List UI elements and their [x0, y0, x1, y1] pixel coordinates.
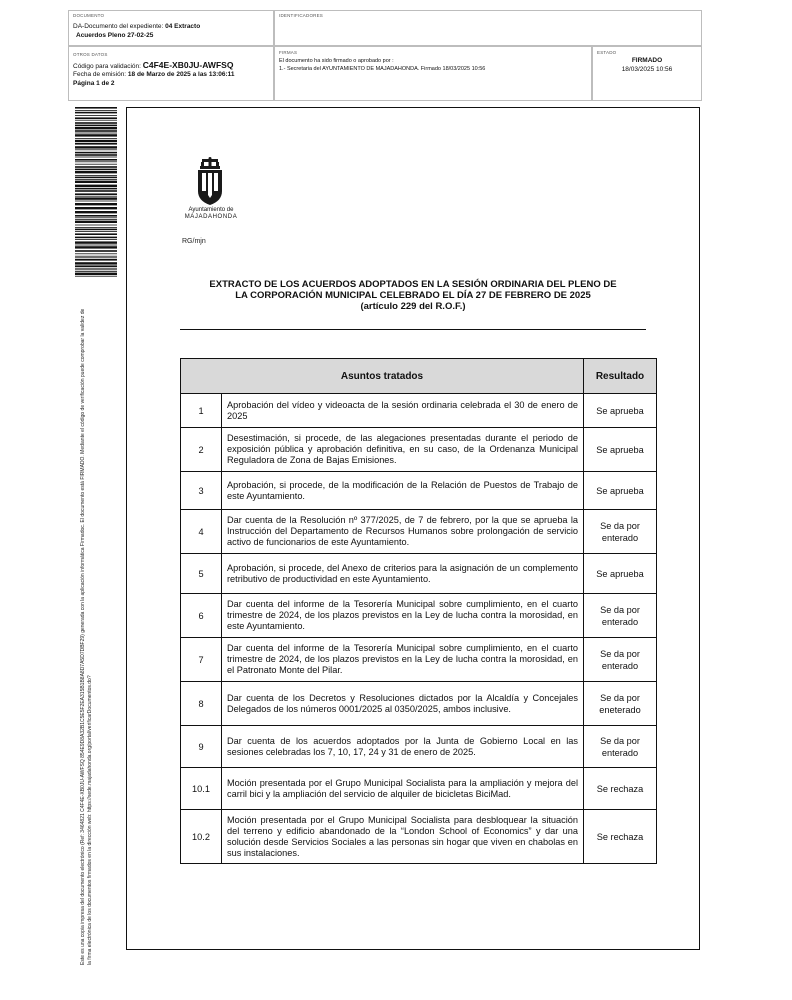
row-resultado: Se da por enterado	[584, 510, 657, 554]
header-identificadores-box	[274, 10, 702, 46]
row-number: 4	[181, 510, 222, 554]
table-row	[181, 682, 657, 726]
logo-text	[176, 207, 246, 221]
table-row	[181, 638, 657, 682]
barcode-image	[75, 107, 117, 277]
row-asunto: Moción presentada por el Grupo Municipal Socialista para la ampliación y mejora del carril bici y la ampliación del servicio de alquiler de bicicletas BiciMad.	[222, 768, 584, 810]
row-number: 5	[181, 554, 222, 594]
documento-line1-bold: 04 Extracto	[165, 23, 201, 30]
row-asunto: Aprobación, si procede, del Anexo de criterios para la asignación de un complemento retributivo de productividad en este Ayuntamiento.	[222, 554, 584, 594]
row-asunto: Dar cuenta del informe de la Tesorería Municipal sobre cumplimiento, en el cuarto trimestre de 2024, de los plazos previstos en la Ley de lucha contra la morosidad, en el Patronato Monte del Pilar.	[222, 638, 584, 682]
table-row	[181, 472, 657, 510]
table-row	[181, 510, 657, 554]
row-resultado: Se rechaza	[584, 810, 657, 864]
agreements-table	[180, 358, 657, 864]
pagina	[73, 80, 115, 88]
row-number: 6	[181, 594, 222, 638]
row-number: 8	[181, 682, 222, 726]
row-number: 2	[181, 428, 222, 472]
row-asunto: Dar cuenta del informe de la Tesorería Municipal sobre cumplimiento, en el cuarto trimestre de 2024, de los plazos previstos en la Ley de lucha contra la morosidad, en este Ayuntamiento.	[222, 594, 584, 638]
row-asunto: Dar cuenta de los Decretos y Resoluciones dictados por la Alcaldía y Concejales Delegados de los números 0001/2025 al 0350/2025, ambos inclusive.	[222, 682, 584, 726]
col-asuntos-header: Asuntos tratados	[181, 359, 584, 394]
row-resultado: Se aprueba	[584, 394, 657, 428]
estado-label: ESTADO	[597, 50, 617, 55]
pagina-text: Página 1 de 2	[73, 80, 115, 87]
row-number: 1	[181, 394, 222, 428]
row-resultado: Se da por enterado	[584, 726, 657, 768]
firmas-label: FIRMAS	[279, 50, 298, 55]
side-verification-text: Este es una copia impresa del documento electrónico (Ref: 3464821 C4F4E-XB0JU-AWFSQ 854E9D8A32B1C5E5F2EA315B1B8A8D7A5D7DBF29) generada con la aplicación informática Firmadoc. El documento está FIRMADO. Mediante el código de verificación puede comprobar la validez de la firma electrónica de los documentos firmados en la dirección web: https://sede.majadahonda.org/portal/verificarDocumentos.do?	[80, 308, 93, 965]
logo-line1: Ayuntamiento de	[188, 207, 234, 213]
row-resultado: Se da por eneterado	[584, 682, 657, 726]
table-row	[181, 726, 657, 768]
codigo-value: C4F4E-XB0JU-AWFSQ	[142, 60, 234, 70]
fecha-value: 18 de Marzo de 2025 a las 13:06:11	[127, 71, 235, 78]
row-asunto: Aprobación, si procede, de la modificación de la Relación de Puestos de Trabajo de este Ayuntamiento.	[222, 472, 584, 510]
row-number: 7	[181, 638, 222, 682]
row-resultado: Se rechaza	[584, 768, 657, 810]
row-resultado: Se aprueba	[584, 472, 657, 510]
row-resultado: Se da por enterado	[584, 638, 657, 682]
title-underline	[180, 329, 646, 330]
title-line3: (artículo 229 del R.O.F.)	[360, 301, 466, 312]
row-asunto: Dar cuenta de los acuerdos adoptados por la Junta de Gobierno Local en las sesiones celebradas los 7, 10, 17, 24 y 31 de enero de 2025.	[222, 726, 584, 768]
row-number: 9	[181, 726, 222, 768]
firmas-line1: El documento ha sido firmado o aprobado por :	[279, 58, 394, 64]
table-row	[181, 810, 657, 864]
table-header-row	[181, 359, 657, 394]
documento-line2	[76, 32, 153, 40]
row-asunto: Dar cuenta de la Resolución nº 377/2025, de 7 de febrero, por la que se aprueba la Instrucción del Departamento de Recursos Humanos sobre prolongación de servicio activo de funcionarios de este Ayuntamiento.	[222, 510, 584, 554]
reference-code: RG/mjn	[182, 238, 206, 245]
codigo-validacion	[73, 61, 233, 71]
codigo-prefix: Código para validación:	[73, 63, 143, 70]
row-resultado: Se aprueba	[584, 554, 657, 594]
row-number: 10.2	[181, 810, 222, 864]
title-line2: LA CORPORACIÓN MUNICIPAL CELEBRADO EL DÍA 27 DE FEBRERO DE 2025	[235, 290, 591, 301]
row-number: 3	[181, 472, 222, 510]
row-resultado: Se aprueba	[584, 428, 657, 472]
logo-line2: MAJADAHONDA	[184, 214, 238, 220]
fecha-emision	[73, 71, 235, 79]
row-asunto: Aprobación del vídeo y videoacta de la sesión ordinaria celebrada el 30 de enero de 2025	[222, 394, 584, 428]
row-number: 10.1	[181, 768, 222, 810]
documento-label: DOCUMENTO	[73, 13, 105, 18]
otros-datos-label: OTROS DATOS	[73, 52, 108, 57]
documento-line1-prefix: DA-Documento del expediente:	[73, 23, 166, 30]
table-row	[181, 428, 657, 472]
table-row	[181, 554, 657, 594]
table-row	[181, 594, 657, 638]
estado-fecha: 18/03/2025 10:56	[621, 66, 673, 73]
documento-line2-text: Acuerdos Pleno 27-02-25	[76, 32, 154, 39]
table-row	[181, 394, 657, 428]
estado-value-text: FIRMADO	[631, 57, 663, 64]
identificadores-label: IDENTIFICADORES	[279, 13, 324, 18]
row-asunto: Moción presentada por el Grupo Municipal Socialista para desbloquear la situación del terreno y edificio abandonado de la “London School of Economics” y dar una solución desde Servicios Sociales a las personas sin hogar que viven en chabolas en sus instalaciones.	[222, 810, 584, 864]
row-resultado: Se da por enterado	[584, 594, 657, 638]
document-title	[180, 279, 646, 312]
fecha-prefix: Fecha de emisión:	[73, 71, 128, 78]
col-resultado-header: Resultado	[584, 359, 657, 394]
title-line1: EXTRACTO DE LOS ACUERDOS ADOPTADOS EN LA SESIÓN ORDINARIA DEL PLENO DE	[209, 279, 617, 290]
table-row	[181, 768, 657, 810]
header-firmas-box	[274, 46, 592, 101]
estado-value	[592, 57, 702, 65]
documento-line1	[73, 23, 200, 31]
row-asunto: Desestimación, si procede, de las alegaciones presentadas durante el periodo de exposición pública y aprobación definitiva, en su caso, de la Ordenanza Municipal Reguladora de Zona de Bajas Emisiones.	[222, 428, 584, 472]
firmas-line2: 1.- Secretaria del AYUNTAMIENTO DE MAJADAHONDA. Firmado 18/03/2025 10:56	[279, 66, 486, 72]
